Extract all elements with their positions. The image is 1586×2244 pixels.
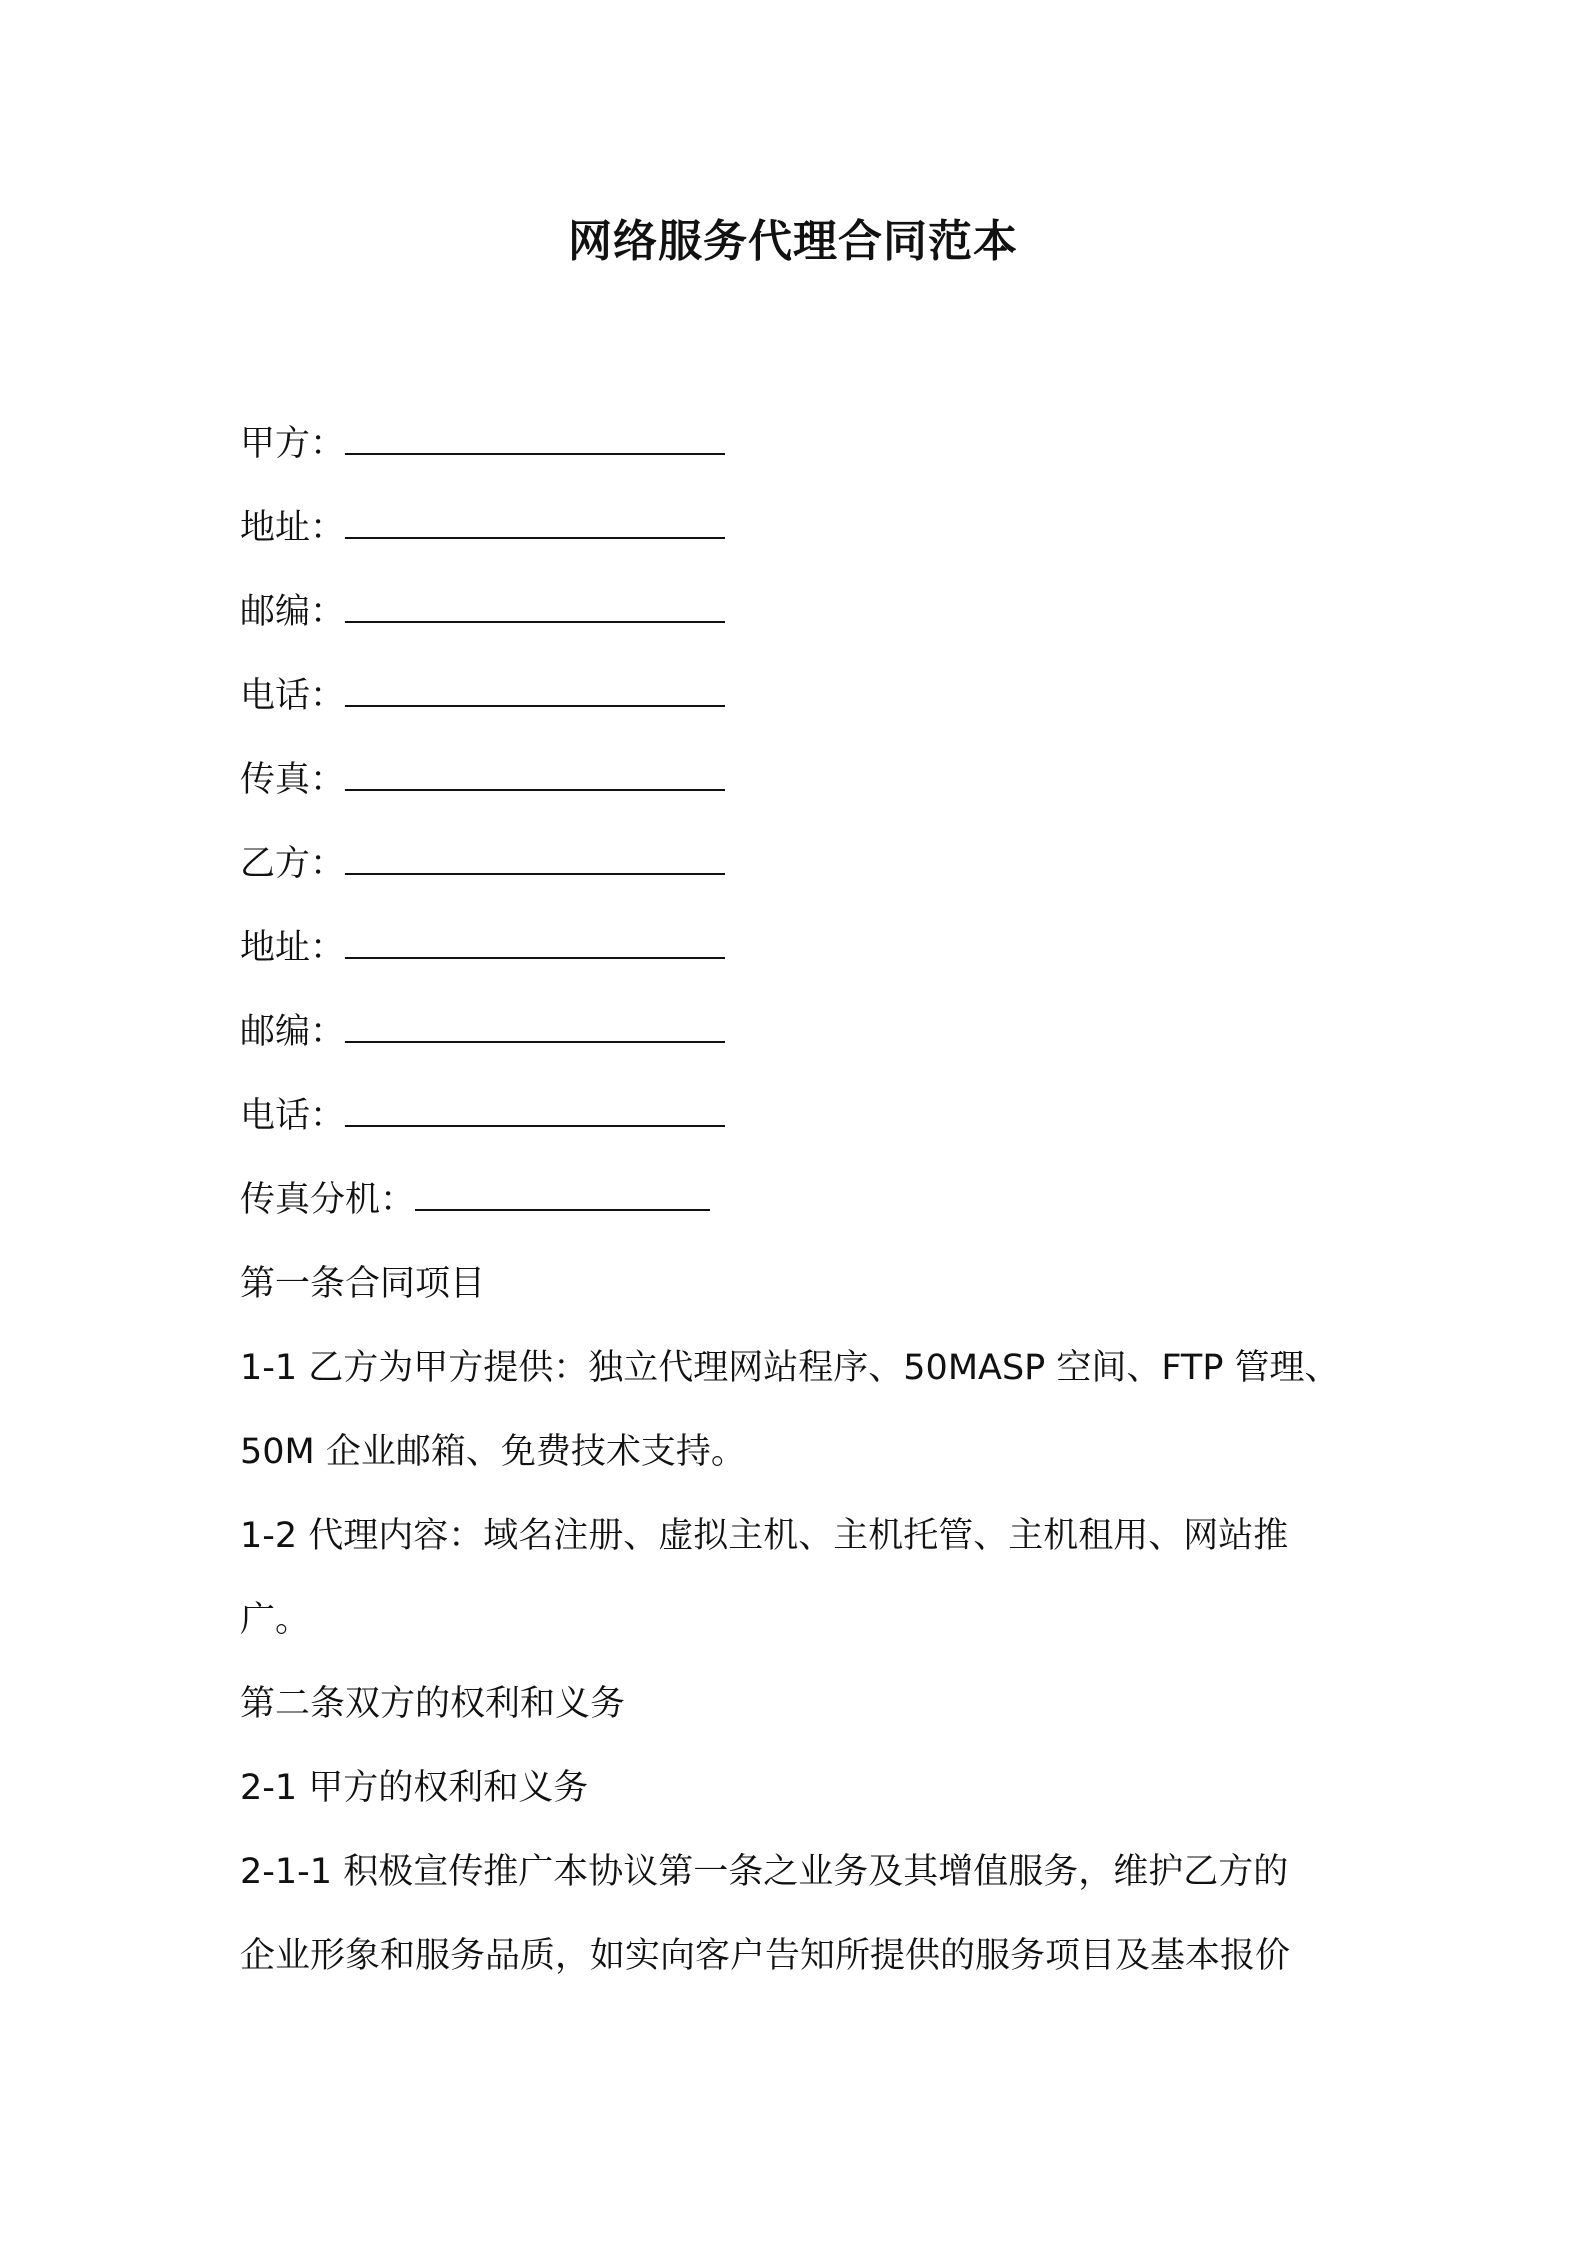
blank-line: [345, 1015, 725, 1043]
field-label: 地址：: [240, 508, 346, 548]
paragraph-line: 1-1 乙方为甲方提供：独立代理网站程序、50MASP 空间、FTP 管理、: [240, 1348, 1340, 1388]
blank-line: [345, 595, 725, 623]
field-label: 电话：: [240, 676, 346, 716]
blank-line: [345, 679, 725, 707]
field-party-a-fax: [240, 756, 725, 804]
field-party-a-address: [240, 504, 725, 552]
paragraph-line: 1-2 代理内容：域名注册、虚拟主机、主机托管、主机租用、网站推: [240, 1516, 1289, 1556]
paragraph-line: 50M 企业邮箱、免费技术支持。: [240, 1432, 746, 1472]
blank-line: [345, 511, 725, 539]
field-label: 乙方：: [240, 844, 346, 884]
field-label: 邮编：: [240, 592, 346, 632]
blank-line: [415, 1183, 710, 1211]
section-heading: 第一条合同项目: [240, 1264, 486, 1304]
subsection-heading: 2-1 甲方的权利和义务: [240, 1768, 589, 1808]
field-party-a-postcode: [240, 588, 725, 636]
blank-line: [345, 931, 725, 959]
field-party-b: [240, 840, 725, 888]
field-label: 传真分机：: [240, 1180, 416, 1220]
field-party-a-phone: [240, 672, 725, 720]
field-label: 传真：: [240, 760, 346, 800]
paragraph-line: 2-1-1 积极宣传推广本协议第一条之业务及其增值服务，维护乙方的: [240, 1852, 1289, 1892]
paragraph-line: 广。: [240, 1600, 311, 1640]
field-label: 甲方：: [240, 424, 346, 464]
field-label: 地址：: [240, 928, 346, 968]
field-party-a: [240, 420, 725, 468]
blank-line: [345, 427, 725, 455]
field-label: 邮编：: [240, 1012, 346, 1052]
blank-line: [345, 763, 725, 791]
field-label: 电话：: [240, 1096, 346, 1136]
field-party-b-phone: [240, 1092, 725, 1140]
field-party-b-address: [240, 924, 725, 972]
field-party-b-fax-ext: [240, 1176, 710, 1224]
blank-line: [345, 1099, 725, 1127]
paragraph-line: 企业形象和服务品质，如实向客户告知所提供的服务项目及基本报价: [240, 1936, 1291, 1976]
section-heading: 第二条双方的权利和义务: [240, 1684, 626, 1724]
field-party-b-postcode: [240, 1008, 725, 1056]
blank-line: [345, 847, 725, 875]
document-title: 网络服务代理合同范本: [568, 216, 1018, 267]
